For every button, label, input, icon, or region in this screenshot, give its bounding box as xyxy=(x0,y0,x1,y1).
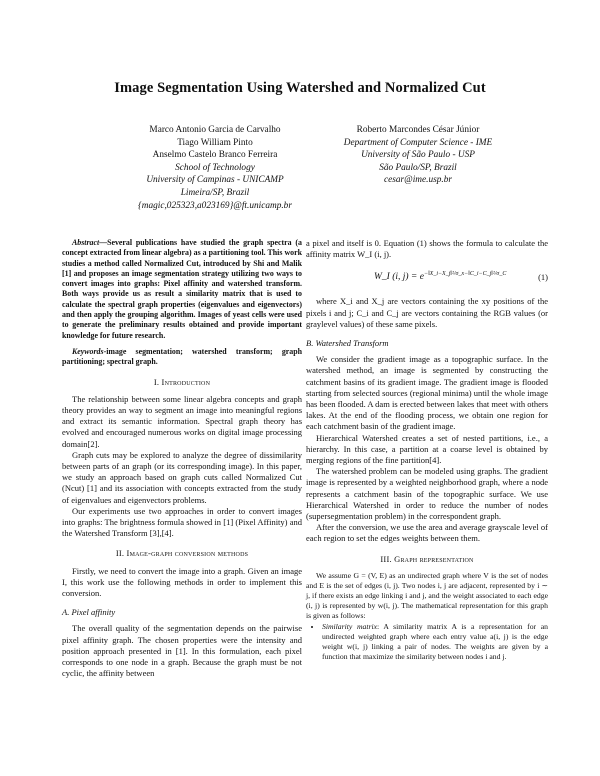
paragraph: The watershed problem can be modeled using graphs. The gradient image is represented by a weighted neighborhood graph, where a node represents a catchment basin of the topographic surface. We use Hierarchical Watershed in order to reduce the number of nodes (supersegmentation problem) in the correspondent graph. xyxy=(306,466,548,522)
right-column xyxy=(306,238,548,662)
paragraph: The overall quality of the segmentation depends on the pairwise pixel affinity graph. The chosen properties were the intensity and position approach presented in [1]. In this formulation, each pixel corresponds to one node in a graph. Because the graph must be not cyclic, the affinity between xyxy=(62,623,302,679)
paragraph: Graph cuts may be explored to analyze the degree of dissimilarity between parts of an graph (or its corresponding image). In this paper, we study an approach based on graph cuts called Normalized Cut (Ncut) [1] and its association with concepts extracted from the study of eigenvalues and eigenvectors problems. xyxy=(62,449,302,505)
equation-base: W_I (i, j) = e xyxy=(374,272,424,283)
author-name: Marco Antonio Garcia de Carvalho xyxy=(149,125,281,135)
paragraph: Our experiments use two approaches in order to convert images into graphs: The brightness formula showed in [1] (Pixel Affinity) and the Watershed Transform [3],[4]. xyxy=(62,505,302,539)
author-name: Roberto Marcondes César Júnior xyxy=(356,125,480,135)
paragraph: After the conversion, we use the area and average grayscale level of each region to set the edges weights between them. xyxy=(306,522,548,544)
paragraph: a pixel and itself is 0. Equation (1) shows the formula to calculate the affinity matrix W_I (i, j). xyxy=(306,238,548,260)
subsection-heading: B. Watershed Transform xyxy=(306,338,389,349)
author-dept: Department of Computer Science - IME xyxy=(343,137,493,148)
author-name: Tiago William Pinto xyxy=(177,137,253,148)
paragraph: Firstly, we need to convert the image into a graph. Given an image I, this work use the following methods in order to implement this conversion. xyxy=(62,565,302,599)
abstract xyxy=(62,238,302,341)
author-email: cesar@ime.usp.br xyxy=(384,175,452,186)
paragraph: We assume G = (V, E) as an undirected graph where V is the set of nodes and E is the set of edges (i, j). Two nodes i, j are adjacent, represented by i ∼ j, if there exists an edge linking i and j, and the weight associated to each edge (i, j) is represented by w(i, j). The mathematical representation for this graph is given as follows: xyxy=(306,570,548,620)
paragraph: Hierarchical Watershed creates a set of nested partitions, i.e., a hierarchy. In this case, a partition at a coarse level is obtained by merging regions of the fine partition[4]. xyxy=(306,432,548,466)
author-email: {magic,025323,a023169}@ft.unicamp.br xyxy=(138,200,292,211)
bullet-lead: Similarity matrix xyxy=(322,622,378,632)
section-heading: II. Image-graph conversion methods xyxy=(115,548,249,559)
equation-lhs xyxy=(374,272,506,284)
bullet-list xyxy=(306,622,548,662)
list-item xyxy=(322,622,548,662)
section-heading: III. Graph representation xyxy=(380,553,474,564)
paragraph: The relationship between some linear algebra concepts and graph theory provides an way to segment an image into meaningful regions and extract its semantic information. Spectral graph theory has evolved and encouraged numerous works on digital image processing domain[2]. xyxy=(62,393,302,449)
author-city: São Paulo/SP, Brazil xyxy=(379,162,457,173)
paragraph: We consider the gradient image as a topographic surface. In the watershed method, an image is segmented by constructing the catchment basins of its gradient image. The gradient image is flooded starting from selected sources (regional minima) until the whole image has been flooded. A dam is erected between lakes that meet with others lakes. At the end of the flooding process, we obtain one region for each catchment basin of the gradient image. xyxy=(306,354,548,432)
bullet-text: : A similarity matrix A is a representation for an undirected weighted graph where each entry value a(i, j) is the edge weight w(i, j) linking a pair of nodes. The weights are given by a function that maximize the similarity between nodes i and j. xyxy=(322,622,548,662)
author-name: Anselmo Castelo Branco Ferreira xyxy=(152,150,278,161)
paragraph: where X_i and X_j are vectors containing the xy positions of the pixels i and j; C_i and C_j are vectors containing the RGB values (or graylevel values) of these same pixels. xyxy=(306,296,548,329)
subsection-heading: A. Pixel affinity xyxy=(62,607,116,618)
paper-title: Image Segmentation Using Watershed and Normalized Cut xyxy=(114,80,486,96)
author-block-2 xyxy=(318,124,518,187)
left-column xyxy=(62,238,302,679)
author-dept: School of Technology xyxy=(175,162,255,173)
abstract-text: —Several publications have studied the graph spectra (a concept extracted from linear algebra) as a partitioning tool. This work studies a method called Normalized Cut, introduced by Shi and Malik [1] and proposes an image segmentation strategy utilizing two ways to convert images into graphs: Pixel affinity and watershed transform. Both ways provide us as result a similarity matrix that is used to calculate the spectral graph properties (eigenvalues and eigenvectors) and then apply the grouping algorithm. Images of yeast cells were used to generate the preliminary results obtained and provide important knowledge for future research. xyxy=(62,238,302,340)
keywords-lead: Keywords xyxy=(72,346,104,356)
section-heading: I. Introduction xyxy=(153,376,211,387)
author-city: Limeira/SP, Brazil xyxy=(180,187,250,198)
author-univ: University of São Paulo - USP xyxy=(361,150,475,161)
equation-1 xyxy=(306,266,548,292)
keywords-text: -image segmentation; watershed transform; graph partitioning; spectral graph. xyxy=(62,346,302,367)
equation-exponent: −‖X_i−X_j‖²/σ_x−‖C_i−C_j‖²/σ_C xyxy=(423,271,507,278)
author-univ: University of Campinas - UNICAMP xyxy=(146,175,284,186)
equation-number: (1) xyxy=(538,272,548,283)
author-block-1 xyxy=(110,124,320,212)
keywords xyxy=(62,347,302,368)
abstract-lead: Abstract xyxy=(72,238,100,247)
